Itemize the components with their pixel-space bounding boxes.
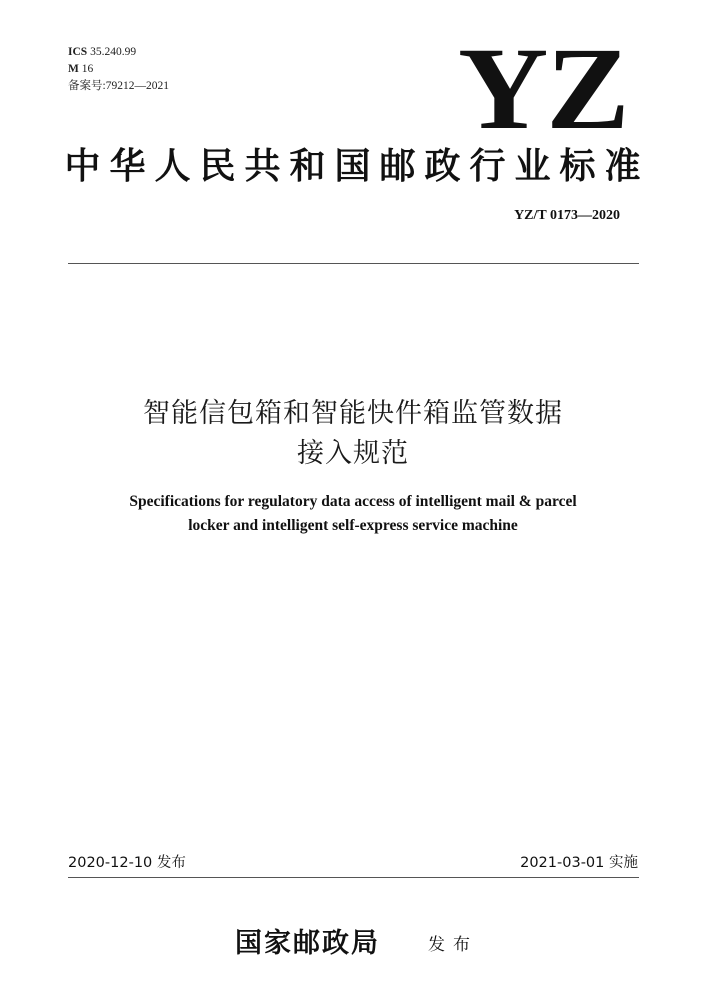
record-number: 备案号:79212—2021 bbox=[68, 80, 169, 92]
document-title-english bbox=[0, 490, 706, 538]
ics-label: ICS bbox=[68, 46, 88, 58]
ccs-value: 16 bbox=[81, 63, 94, 75]
ccs-label: M bbox=[68, 63, 79, 75]
title-cn-line-1: 智能信包箱和智能快件箱监管数据 bbox=[143, 398, 563, 429]
effective-date: 2021-03-01 实施 bbox=[520, 855, 638, 871]
yz-logo: YZ bbox=[458, 23, 628, 154]
top-divider bbox=[68, 263, 639, 264]
document-title-chinese bbox=[0, 394, 706, 474]
standard-code: YZ/T 0173—2020 bbox=[514, 208, 620, 223]
issue-date: 2020-12-10 发布 bbox=[68, 855, 186, 871]
title-en-line-2: locker and intelligent self-express service machine bbox=[188, 517, 518, 534]
publisher-name: 国家邮政局 bbox=[235, 928, 380, 959]
ics-value: 35.240.99 bbox=[90, 46, 137, 58]
ics-line bbox=[68, 44, 169, 61]
classification-block bbox=[68, 44, 169, 95]
title-en-line-1: Specifications for regulatory data access of intelligent mail & parcel bbox=[129, 493, 577, 510]
ccs-line bbox=[68, 61, 169, 78]
title-cn-line-2: 接入规范 bbox=[297, 438, 409, 469]
publisher-action: 发布 bbox=[428, 935, 478, 955]
standard-category-title: 中华人民共和国邮政行业标准 bbox=[64, 146, 650, 187]
bottom-divider bbox=[68, 877, 639, 878]
